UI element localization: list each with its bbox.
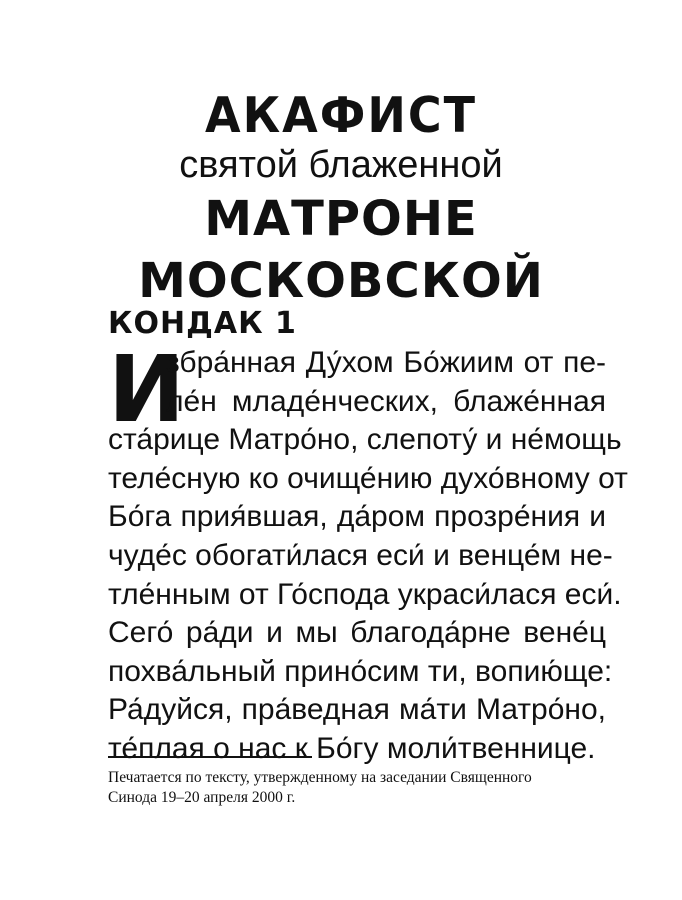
- footnote-line: Печатается по тексту, утвержденному на заседании Священного: [108, 769, 532, 786]
- text-line: тле́нным от Го́спода украси́лася еси́.: [108, 577, 622, 611]
- footnote-divider: [108, 756, 312, 758]
- title-subtitle: святой блаженной: [179, 144, 503, 186]
- drop-cap: И: [108, 336, 185, 443]
- kondak-text: [108, 336, 628, 769]
- section-heading: КОНДАК 1: [108, 306, 297, 341]
- text-line: те́плая о нас к Бо́гу моли́твеннице.: [108, 731, 596, 765]
- footnote-line: Синода 19–20 апреля 2000 г.: [108, 789, 296, 806]
- text-line: збра́нная Ду́хом Бо́жиим от пе-: [166, 346, 606, 379]
- text-line: Бо́га прия́вшая, да́ром прозре́ния и: [108, 500, 606, 534]
- text-line: Ра́дуйся, пра́ведная ма́ти Матро́но,: [108, 693, 606, 727]
- title-akathist: АКАФИСТ: [204, 86, 478, 144]
- text-line: Сего́ ра́ди и мы благода́рне вене́ц: [108, 616, 606, 650]
- title-saint-name: МАТРОНЕ МОСКОВСКОЙ: [138, 191, 544, 309]
- text-line: чуде́с обогати́лася еси́ и венце́м не-: [108, 538, 613, 572]
- footnote: [108, 768, 608, 808]
- text-line: похва́льный прино́сим ти, вопию́ще:: [108, 654, 613, 688]
- text-line: теле́сную ко очище́нию духо́вному от: [108, 461, 628, 495]
- text-line: ле́н младе́нческих, блаже́нная: [166, 384, 606, 418]
- text-line: ста́рице Матро́но, слепоту́ и не́мощь: [108, 423, 622, 457]
- title-block: [0, 86, 682, 312]
